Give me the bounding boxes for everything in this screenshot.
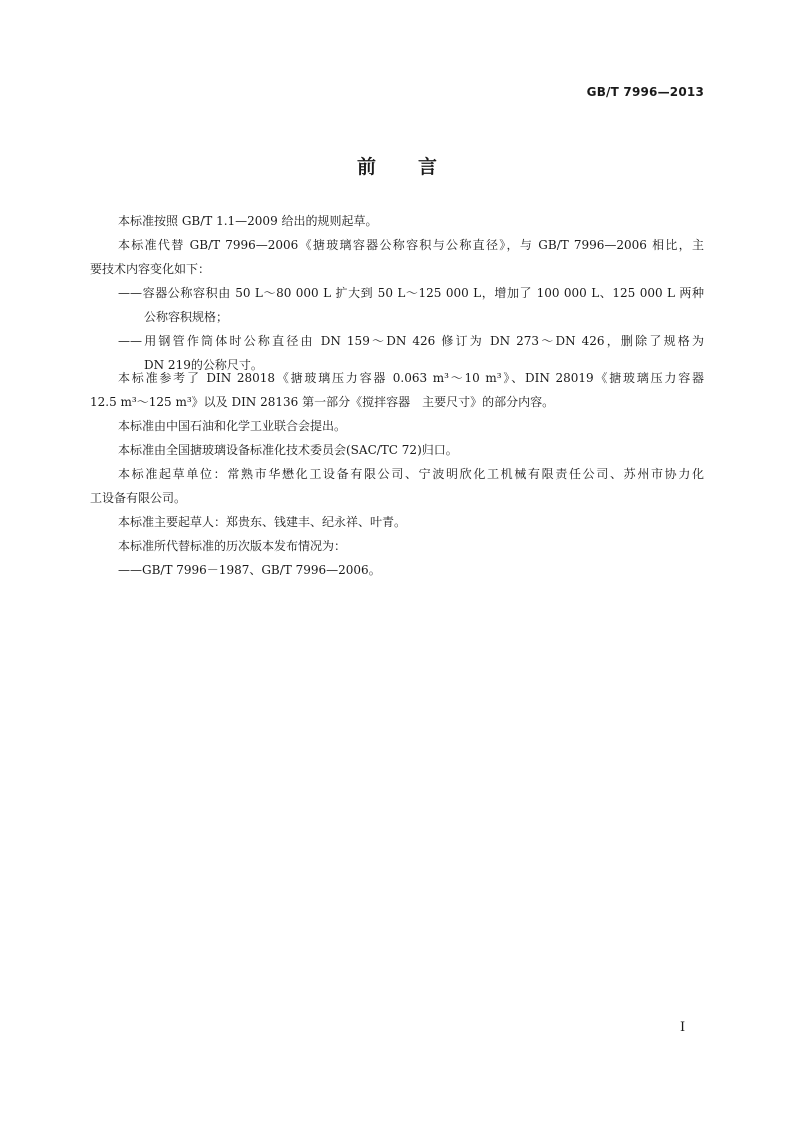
paragraph-line: 本标准起草单位：常熟市华懋化工设备有限公司、宁波明欣化工机械有限责任公司、苏州市协力化 <box>118 467 704 481</box>
paragraph-line: 本标准所代替标准的历次版本发布情况为： <box>118 539 347 553</box>
page-title <box>0 152 794 179</box>
list-item-line: ——GB/T 7996－1987、GB/T 7996—2006。 <box>118 563 381 577</box>
paragraph-line: 本标准主要起草人：郑贵东、钱建丰、纪永祥、叶青。 <box>118 515 407 529</box>
paragraph-line: 本标准由全国搪玻璃设备标准化技术委员会(SAC/TC 72)归口。 <box>118 443 458 457</box>
list-item-line: ——用钢管作筒体时公称直径由 DN 159～DN 426 修订为 DN 273～DN 426，删除了规格为 <box>118 334 704 348</box>
list-item-line: 公称容积规格； <box>144 310 229 324</box>
paragraph-line: 本标准按照 GB/T 1.1—2009 给出的规则起草。 <box>118 214 378 228</box>
title-char-1: 前 <box>356 156 376 178</box>
paragraph-line: 本标准参考了 DIN 28018《搪玻璃压力容器 0.063 m³～10 m³》、DIN 28019《搪玻璃压力容器 <box>118 371 704 385</box>
list-item-line: DN 219的公称尺寸。 <box>144 358 263 372</box>
list-item-line: ——容器公称容积由 50 L～80 000 L 扩大到 50 L～125 000 L，增加了 100 000 L、125 000 L 两种 <box>118 286 704 300</box>
standard-number: GB/T 7996—2013 <box>586 85 704 99</box>
page-number: I <box>680 1020 686 1035</box>
title-char-2: 言 <box>418 156 438 178</box>
paragraph-line: 工设备有限公司。 <box>90 491 187 505</box>
paragraph-line: 要技术内容变化如下： <box>90 262 211 276</box>
paragraph-line: 本标准代替 GB/T 7996—2006《搪玻璃容器公称容积与公称直径》，与 GB/T 7996—2006 相比，主 <box>118 238 704 252</box>
paragraph-line: 本标准由中国石油和化学工业联合会提出。 <box>118 419 347 433</box>
paragraph-line: 12.5 m³～125 m³》以及 DIN 28136 第一部分《搅拌容器 主要尺寸》的部分内容。 <box>90 395 555 409</box>
